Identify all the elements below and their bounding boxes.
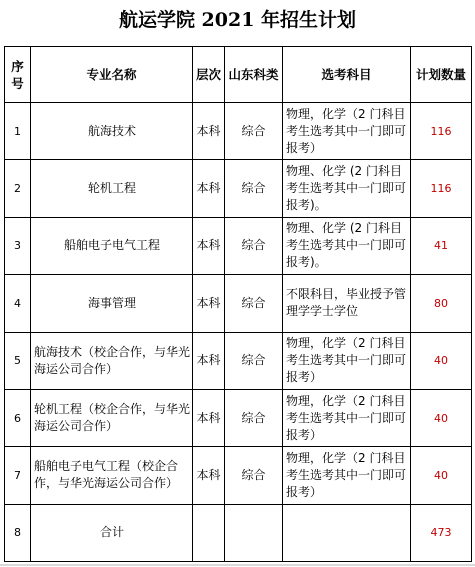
header-major: 专业名称 (31, 47, 193, 103)
row-category: 综合 (225, 447, 283, 504)
row-count: 40 (411, 389, 472, 446)
row-count: 40 (411, 447, 472, 504)
row-level: 本科 (193, 103, 225, 160)
row-level: 本科 (193, 389, 225, 446)
header-level: 层次 (193, 47, 225, 103)
page-title: 航运学院 2021 年招生计划 (118, 9, 357, 31)
row-count: 116 (411, 103, 472, 160)
row-no: 8 (5, 504, 31, 561)
row-level: 本科 (193, 160, 225, 217)
row-subjects: 物理，化学（2 门科目考生选考其中一门即可报考） (283, 332, 411, 389)
row-category (225, 504, 283, 561)
row-category: 综合 (225, 389, 283, 446)
row-level: 本科 (193, 332, 225, 389)
row-count: 80 (411, 275, 472, 332)
table-row-total (5, 504, 472, 561)
header-no: 序号 (5, 47, 31, 103)
table-row (5, 447, 472, 504)
row-subjects: 物理，化学（2 门科目考生选考其中一门即可报考） (283, 447, 411, 504)
row-level: 本科 (193, 217, 225, 274)
row-level: 本科 (193, 275, 225, 332)
row-major: 航海技术（校企合作，与华光海运公司合作） (31, 332, 193, 389)
enrollment-plan-table (4, 46, 472, 562)
row-category: 综合 (225, 103, 283, 160)
row-no: 1 (5, 103, 31, 160)
row-category: 综合 (225, 332, 283, 389)
row-major: 船舶电子电气工程 (31, 217, 193, 274)
table-row (5, 389, 472, 446)
row-level: 本科 (193, 447, 225, 504)
row-count: 41 (411, 217, 472, 274)
row-level (193, 504, 225, 561)
row-no: 5 (5, 332, 31, 389)
row-subjects (283, 504, 411, 561)
row-no: 3 (5, 217, 31, 274)
row-major: 海事管理 (31, 275, 193, 332)
header-count: 计划数量 (411, 47, 472, 103)
table-row (5, 275, 472, 332)
row-major: 航海技术 (31, 103, 193, 160)
bottom-divider (0, 564, 475, 566)
row-category: 综合 (225, 217, 283, 274)
row-count: 473 (411, 504, 472, 561)
row-major: 合计 (31, 504, 193, 561)
row-no: 7 (5, 447, 31, 504)
row-count: 40 (411, 332, 472, 389)
row-subjects: 物理、化学 (2 门科目考生选考其中一门即可报考)。 (283, 217, 411, 274)
row-major: 船舶电子电气工程（校企合作，与华光海运公司合作） (31, 447, 193, 504)
table-row (5, 103, 472, 160)
row-no: 2 (5, 160, 31, 217)
row-major: 轮机工程（校企合作，与华光海运公司合作） (31, 389, 193, 446)
header-subjects: 选考科目 (283, 47, 411, 103)
header-category: 山东科类 (225, 47, 283, 103)
table-row (5, 217, 472, 274)
table-row (5, 332, 472, 389)
row-subjects: 物理、化学 (2 门科目考生选考其中一门即可报考)。 (283, 160, 411, 217)
row-category: 综合 (225, 160, 283, 217)
row-subjects: 物理，化学（2 门科目考生选考其中一门即可报考） (283, 389, 411, 446)
row-subjects: 不限科目，毕业授予管理学学士学位 (283, 275, 411, 332)
row-category: 综合 (225, 275, 283, 332)
table-row (5, 160, 472, 217)
row-no: 6 (5, 389, 31, 446)
row-major: 轮机工程 (31, 160, 193, 217)
row-count: 116 (411, 160, 472, 217)
table-header-row (5, 47, 472, 103)
row-subjects: 物理，化学（2 门科目考生选考其中一门即可报考） (283, 103, 411, 160)
row-no: 4 (5, 275, 31, 332)
